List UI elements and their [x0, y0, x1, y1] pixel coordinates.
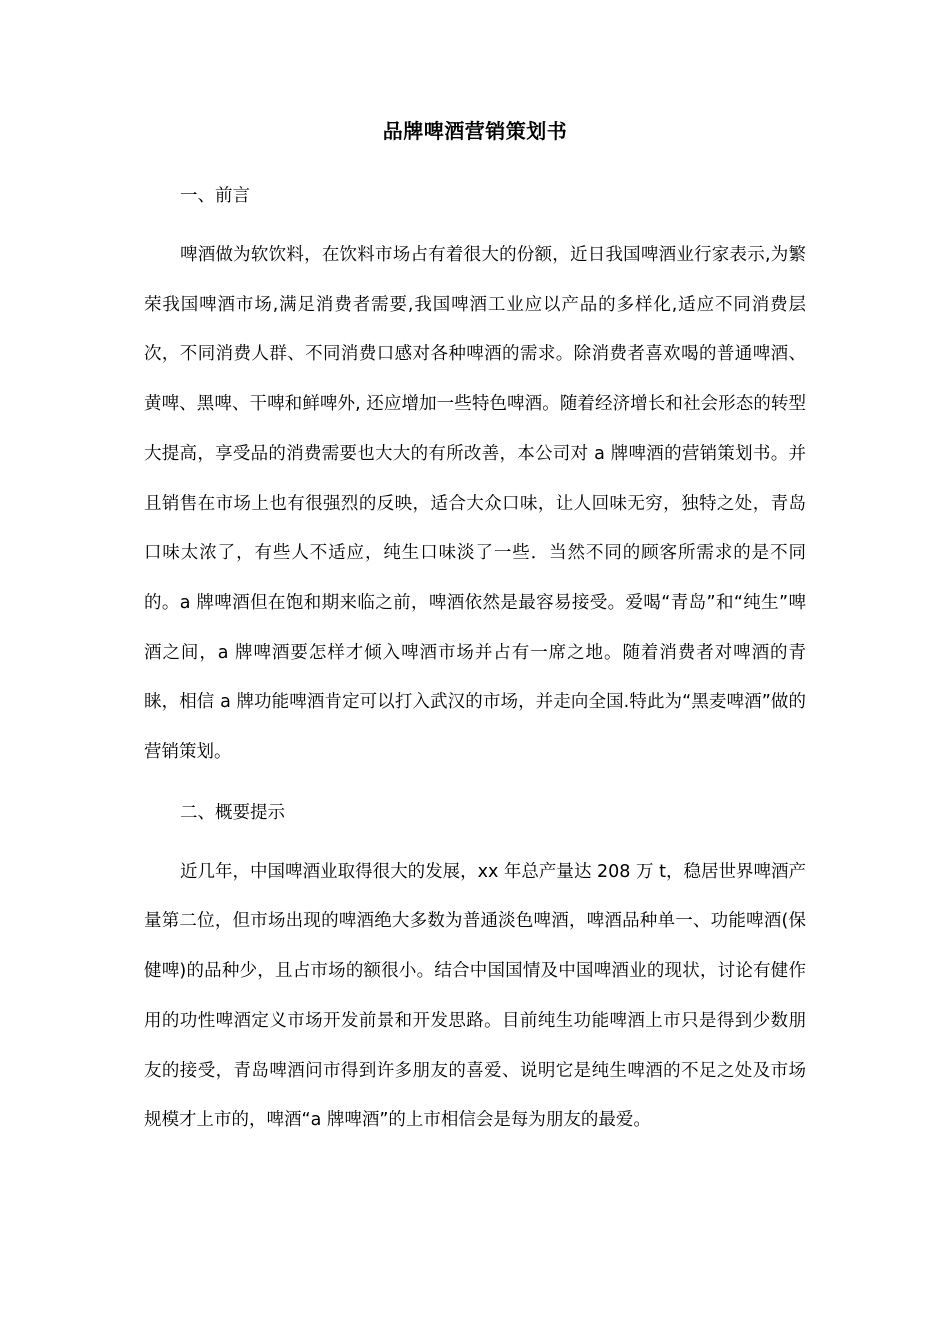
paragraph-summary: 近几年，中国啤酒业取得很大的发展，xx 年总产量达 208 万 t，稳居世界啤酒产量第二位，但市场出现的啤酒绝大多数为普通淡色啤酒，啤酒品种单一、功能啤酒(保健啤)的品种少，且占市场的额很小。结合中国国情及中国啤酒业的现状，讨论有健作用的功性啤酒定义市场开发前景和开发思路。目前纯生功能啤酒上市只是得到少数朋友的接受，青岛啤酒问市得到许多朋友的喜爱、说明它是纯生啤酒的不足之处及市场规模才上市的，啤酒“a 牌啤酒”的上市相信会是每为朋友的最爱。 — [144, 861, 806, 1131]
section-heading-summary: 二、概要提示 — [180, 802, 285, 823]
document-title: 品牌啤酒营销策划书 — [382, 119, 568, 143]
section-heading-preface: 一、前言 — [180, 186, 250, 206]
paragraph-preface: 啤酒做为软饮料，在饮料市场占有着很大的份额，近日我国啤酒业行家表示,为繁荣我国啤酒市场,满足消费者需要,我国啤酒工业应以产品的多样化,适应不同消费层次，不同消费人群、不同消费口感对各种啤酒的需求。除消费者喜欢喝的普通啤酒、黄啤、黑啤、干啤和鲜啤外, 还应增加一些特色啤酒。随着经济增长和社会形态的转型大提高，享受品的消费需要也大大的有所改善，本公司对 a 牌啤酒的营销策划书。并且销售在市场上也有很强烈的反映，适合大众口味，让人回味无穷，独特之处，青岛口味太浓了，有些人不适应，纯生口味淡了一些．当然不同的顾客所需求的是不同的。a 牌啤酒但在饱和期来临之前，啤酒依然是最容易接受。爱喝“青岛”和“纯生”啤酒之间，a 牌啤酒要怎样才倾入啤酒市场并占有一席之地。随着消费者对啤酒的青睐，相信 a 牌功能啤酒肯定可以打入武汉的市场，并走向全国.特此为“黑麦啤酒”做的营销策划。 — [144, 245, 806, 763]
